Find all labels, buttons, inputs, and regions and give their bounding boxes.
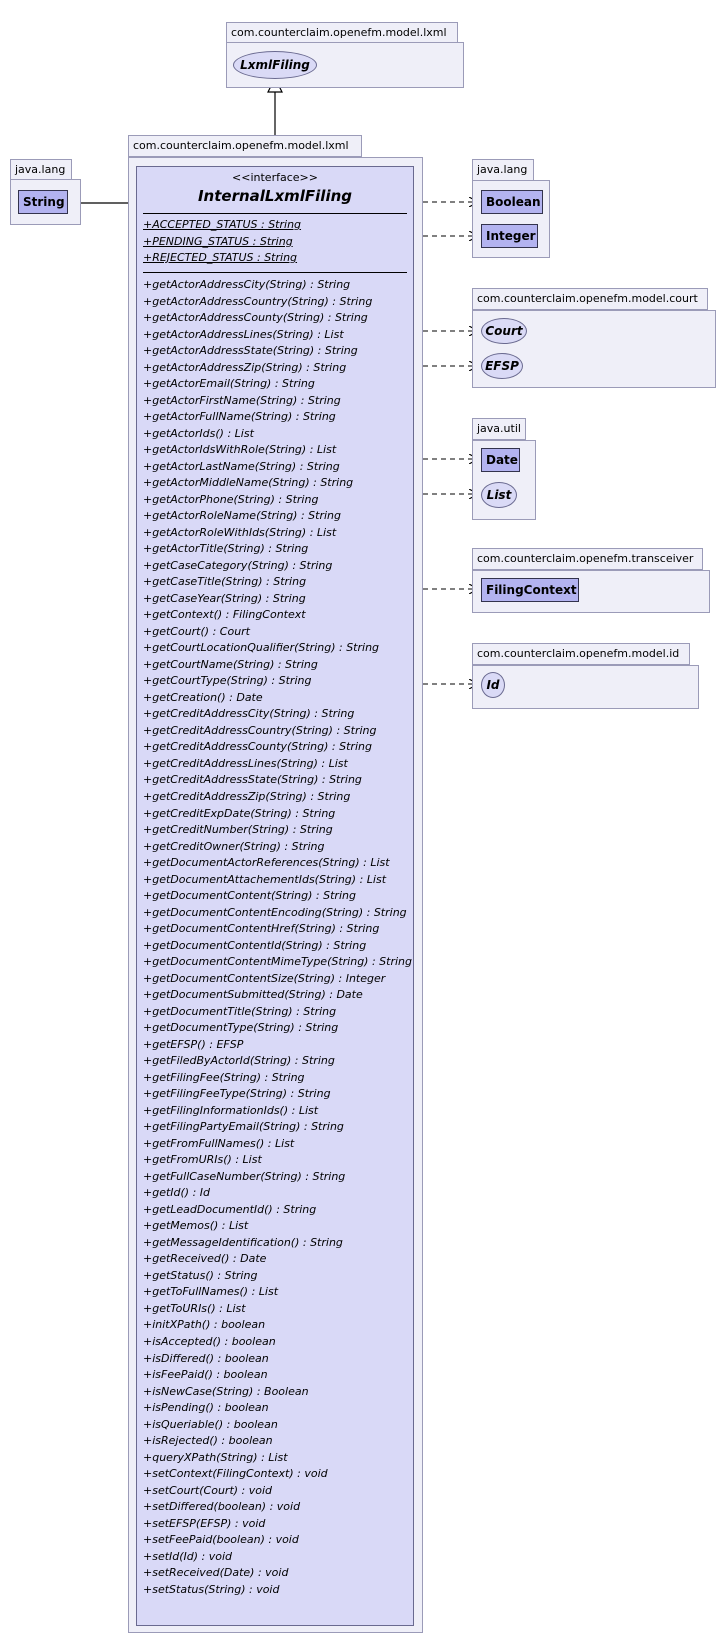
method-item: +getActorAddressLines(String) : List xyxy=(143,327,344,341)
method-item: +getFromFullNames() : List xyxy=(143,1136,295,1150)
method-item: +getActorTitle(String) : String xyxy=(143,542,309,556)
package-model-id xyxy=(472,665,699,709)
method-item: +getCreditAddressLines(String) : List xyxy=(143,756,348,770)
method-item: +getFiledByActorId(String) : String xyxy=(143,1054,335,1068)
method-item: +getContext() : FilingContext xyxy=(143,608,306,622)
id-interface[interactable]: Id xyxy=(481,672,505,698)
method-item: +setReceived(Date) : void xyxy=(143,1566,289,1580)
method-item: +getActorIdsWithRole(String) : List xyxy=(143,443,337,457)
method-item: +getActorFirstName(String) : String xyxy=(143,393,341,407)
method-item: +setEFSP(EFSP) : void xyxy=(143,1516,266,1530)
method-item: +getCaseTitle(String) : String xyxy=(143,575,307,589)
method-item: +getCourt() : Court xyxy=(143,624,250,638)
method-item: +getDocumentContentId(String) : String xyxy=(143,938,367,952)
method-item: +getDocumentAttachementIds(String) : List xyxy=(143,872,387,886)
method-item: +getDocumentActorReferences(String) : List xyxy=(143,856,390,870)
method-item: +isFeePaid() : boolean xyxy=(143,1368,268,1382)
method-item: +isPending() : boolean xyxy=(143,1401,269,1415)
method-item: +getActorFullName(String) : String xyxy=(143,410,336,424)
method-item: +getEFSP() : EFSP xyxy=(143,1037,244,1051)
method-item: +getFullCaseNumber(String) : String xyxy=(143,1169,346,1183)
method-item: +getCreation() : Date xyxy=(143,690,263,704)
method-item: +getId() : Id xyxy=(143,1186,211,1200)
method-item: +getActorAddressCounty(String) : String xyxy=(143,311,368,325)
method-item: +getFromURIs() : List xyxy=(143,1153,262,1167)
method-item: +setId(Id) : void xyxy=(143,1549,233,1563)
method-item: +getDocumentContent(String) : String xyxy=(143,889,356,903)
method-item: +getDocumentSubmitted(String) : Date xyxy=(143,988,363,1002)
attributes-compartment xyxy=(143,217,413,267)
method-item: +getCourtLocationQualifier(String) : String xyxy=(143,641,380,655)
method-item: +setFeePaid(boolean) : void xyxy=(143,1533,299,1547)
method-item: +getCreditAddressZip(String) : String xyxy=(143,789,351,803)
method-item: +getToURIs() : List xyxy=(143,1301,246,1315)
filing-context-class[interactable]: FilingContext xyxy=(481,578,579,602)
method-item: +queryXPath(String) : List xyxy=(143,1450,288,1464)
method-item: +getReceived() : Date xyxy=(143,1252,267,1266)
method-item: +getCreditAddressCountry(String) : String xyxy=(143,723,377,737)
method-item: +isAccepted() : boolean xyxy=(143,1335,276,1348)
method-item: +getActorAddressCity(String) : String xyxy=(143,278,351,291)
method-item: +getActorMiddleName(String) : String xyxy=(143,476,354,490)
method-item: +getDocumentContentMimeType(String) : String xyxy=(143,955,413,969)
method-item: +getFilingFee(String) : String xyxy=(143,1070,305,1084)
package-tab-lxml-top: com.counterclaim.openefm.model.lxml xyxy=(226,22,458,44)
method-item: +getCourtType(String) : String xyxy=(143,674,312,688)
method-item: +getDocumentType(String) : String xyxy=(143,1021,339,1035)
attribute-item: +PENDING_STATUS : String xyxy=(143,234,293,248)
method-item: +getStatus() : String xyxy=(143,1268,258,1282)
package-tab-java-util: java.util xyxy=(472,418,526,440)
methods-compartment xyxy=(143,277,413,1598)
string-class[interactable]: String xyxy=(18,190,68,214)
method-item: +isNewCase(String) : Boolean xyxy=(143,1384,309,1398)
method-item: +getCreditNumber(String) : String xyxy=(143,823,333,837)
integer-class[interactable]: Integer xyxy=(481,224,538,248)
method-item: +getDocumentContentSize(String) : Integer xyxy=(143,971,386,985)
package-tab-model-id: com.counterclaim.openefm.model.id xyxy=(472,643,690,665)
method-item: +isQueriable() : boolean xyxy=(143,1417,278,1431)
method-item: +getActorRoleName(String) : String xyxy=(143,509,342,523)
method-item: +getFilingInformationIds() : List xyxy=(143,1103,319,1117)
method-item: +getCreditAddressState(String) : String xyxy=(143,773,362,787)
method-item: +getCourtName(String) : String xyxy=(143,657,318,671)
method-item: +setStatus(String) : void xyxy=(143,1582,280,1596)
package-tab-transceiver: com.counterclaim.openefm.transceiver xyxy=(472,548,703,570)
package-tab-java-lang-left: java.lang xyxy=(10,159,72,181)
package-tab-model-court: com.counterclaim.openefm.model.court xyxy=(472,288,708,310)
efsp-interface[interactable]: EFSP xyxy=(481,353,523,379)
court-interface[interactable]: Court xyxy=(481,318,527,344)
method-item: +getCreditAddressCounty(String) : String xyxy=(143,740,372,754)
attributes-separator xyxy=(143,213,407,214)
method-item: +getDocumentTitle(String) : String xyxy=(143,1004,337,1018)
attribute-item: +ACCEPTED_STATUS : String xyxy=(143,218,302,231)
method-item: +initXPath() : boolean xyxy=(143,1318,266,1332)
package-tab-java-lang-right: java.lang xyxy=(472,159,534,181)
method-item: +getActorIds() : List xyxy=(143,426,254,440)
method-item: +setDiffered(boolean) : void xyxy=(143,1500,301,1514)
method-item: +getCreditOwner(String) : String xyxy=(143,839,325,853)
method-item: +getCreditAddressCity(String) : String xyxy=(143,707,355,721)
method-item: +getActorPhone(String) : String xyxy=(143,492,319,506)
method-item: +getActorAddressCountry(String) : String xyxy=(143,294,373,308)
methods-separator xyxy=(143,272,407,273)
method-item: +setCourt(Court) : void xyxy=(143,1483,273,1497)
method-item: +setContext(FilingContext) : void xyxy=(143,1467,328,1481)
method-item: +getActorAddressState(String) : String xyxy=(143,344,358,358)
method-item: +getMessageIdentification() : String xyxy=(143,1235,343,1249)
method-item: +getActorLastName(String) : String xyxy=(143,459,340,473)
method-item: +getActorAddressZip(String) : String xyxy=(143,360,347,374)
date-class[interactable]: Date xyxy=(481,448,520,472)
method-item: +getCaseYear(String) : String xyxy=(143,591,306,605)
attribute-item: +REJECTED_STATUS : String xyxy=(143,251,298,265)
list-interface[interactable]: List xyxy=(481,482,517,508)
method-item: +getDocumentContentHref(String) : String xyxy=(143,922,380,936)
method-item: +isDiffered() : boolean xyxy=(143,1351,269,1365)
boolean-class[interactable]: Boolean xyxy=(481,190,543,214)
method-item: +getToFullNames() : List xyxy=(143,1285,279,1299)
method-item: +getDocumentContentEncoding(String) : String xyxy=(143,905,407,919)
method-item: +getCaseCategory(String) : String xyxy=(143,558,333,572)
lxml-filing-interface[interactable]: LxmlFiling xyxy=(233,51,317,79)
internal-lxml-filing-interface[interactable] xyxy=(136,166,414,1626)
method-item: +getActorEmail(String) : String xyxy=(143,377,315,391)
method-item: +getMemos() : List xyxy=(143,1219,249,1233)
method-item: +getFilingFeeType(String) : String xyxy=(143,1087,331,1101)
interface-stereotype: <<interface>> xyxy=(232,171,318,184)
method-item: +getLeadDocumentId() : String xyxy=(143,1202,317,1216)
interface-name: InternalLxmlFiling xyxy=(197,187,353,205)
method-item: +getActorRoleWithIds(String) : List xyxy=(143,525,337,539)
method-item: +isRejected() : boolean xyxy=(143,1434,273,1448)
method-item: +getCreditExpDate(String) : String xyxy=(143,806,336,820)
method-item: +getFilingPartyEmail(String) : String xyxy=(143,1120,344,1134)
package-tab-lxml-main: com.counterclaim.openefm.model.lxml xyxy=(128,135,362,157)
